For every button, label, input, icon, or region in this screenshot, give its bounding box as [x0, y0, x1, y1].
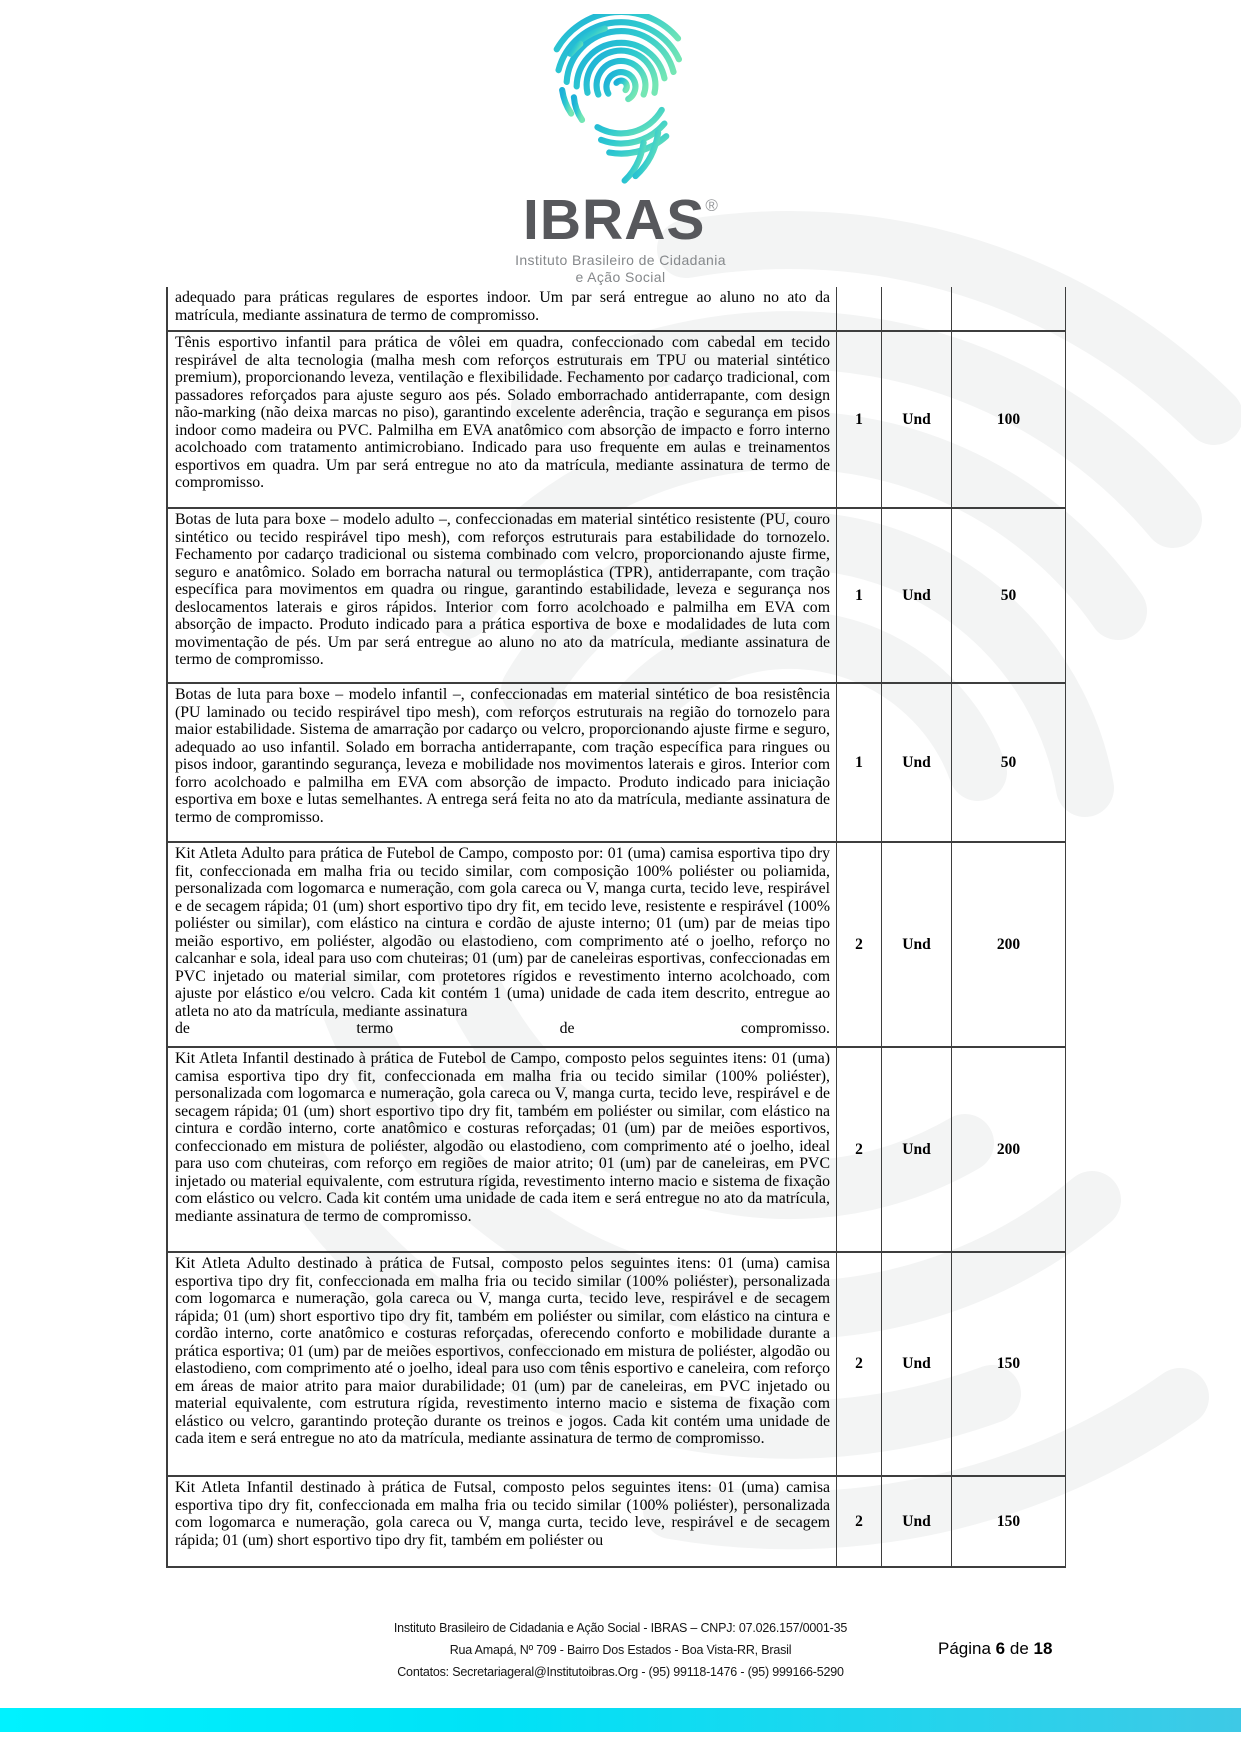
- table-row: [168, 287, 1065, 332]
- registered-mark-icon: ®: [705, 196, 718, 215]
- item-quantity: 2: [837, 1477, 882, 1566]
- item-unit: [882, 287, 952, 330]
- page-number-current: 6: [995, 1639, 1006, 1658]
- table-row: [168, 1477, 1065, 1568]
- item-quantity: 2: [837, 1253, 882, 1475]
- table-row: [168, 1048, 1065, 1253]
- item-description-text: Kit Atleta Adulto para prática de Futebol de Campo, composto por: 01 (uma) camisa esportiva tipo dry fit, confeccionada em malha fria ou tecido similar, com composição 100% poliéster ou poliamida, personalizada com logomarca e numeração, com gola careca ou V, manga curta, tecido leve, respirável e de secagem rápida; 01 (um) short esportivo tipo dry fit, em tecido leve, resistente e respirável (100% poliéster ou similar), com elástico na cintura e cordão de ajuste interno; 01 (um) par de meias tipo meião esportivo, em poliéster, algodão ou elastodieno, com comprimento até o joelho, reforço no calcanhar e sola, ideal para uso com chuteiras; 01 (um) par de caneleiras esportivas, confeccionadas em PVC injetado ou material similar, com protetores rígidos e revestimento interno acolchoado, com ajuste por elástico e/ou velcro. Cada kit contém 1 (uma) unidade de cada item descrito, entregue ao atleta no ato da matrícula, mediante assinatura: [175, 845, 830, 1020]
- item-unit: Und: [882, 843, 952, 1046]
- logo-subtitle-line2: e Ação Social: [575, 268, 666, 285]
- item-unit: Und: [882, 1477, 952, 1566]
- table-row: [168, 843, 1065, 1048]
- item-value: 100: [996, 410, 1021, 428]
- item-unit: Und: [882, 332, 952, 507]
- page-number-total: 18: [1033, 1639, 1053, 1658]
- table-row: [168, 1253, 1065, 1477]
- table-row: [168, 509, 1065, 684]
- logo-subtitle: [515, 252, 726, 285]
- item-description: Botas de luta para boxe – modelo adulto –, confeccionadas em material sintético resistente (PU, couro sintético ou tecido respirável tipo mesh), com reforços estruturais para estabilidade do tornozelo. Fechamento por cadarço tradicional ou sistema combinado com velcro, proporcionando ajuste firme, seguro e anatômico. Solado em borracha natural ou termoplástica (TPR), antiderrapante, com tração específica para movimentos em quadra ou ringue, garantindo estabilidade, leveza e segurança nos deslocamentos laterais e giros rápidos. Interior com forro acolchoado e palmilha em EVA com absorção de impacto. Produto indicado para a prática esportiva de boxe e modalidades de luta com movimentação de pés. Um par será entregue ao aluno no ato da matrícula, mediante assinatura de termo de compromisso.: [168, 509, 837, 682]
- table-row: [168, 332, 1065, 509]
- item-quantity: [837, 287, 882, 330]
- page-number-of: de: [1009, 1639, 1029, 1658]
- brand-wordmark: [523, 180, 718, 252]
- logo-subtitle-line1: Instituto Brasileiro de Cidadania: [515, 252, 726, 268]
- item-quantity: 2: [837, 1048, 882, 1251]
- item-value: 200: [996, 1140, 1021, 1158]
- footer: [0, 1617, 1241, 1683]
- item-unit: Und: [882, 1253, 952, 1475]
- item-description-last-line: de termo de compromisso.: [175, 1020, 830, 1038]
- brand-name: IBRAS: [523, 188, 706, 252]
- footer-address-line: Rua Amapá, Nº 709 - Bairro Dos Estados - Boa Vista-RR, Brasil: [449, 1643, 792, 1657]
- item-unit: Und: [882, 684, 952, 841]
- fingerprint-brazil-logo-icon: [535, 14, 707, 186]
- item-description: Kit Atleta Adulto destinado à prática de Futsal, composto pelos seguintes itens: 01 (uma) camisa esportiva tipo dry fit, confeccionada em malha fria ou tecido similar (100% poliéster), personalizada com logomarca e numeração, gola careca ou V, manga curta, tecido leve, respirável e de secagem rápida; 01 (um) short esportivo tipo dry fit, também em poliéster ou similar, com elástico na cintura e cordão interno, corte anatômico e costuras reforçadas, oferecendo conforto e mobilidade durante a prática esportiva; 01 (um) par de meiões esportivos, confeccionado em mistura de poliéster, algodão ou elastodieno, com comprimento até o joelho, ideal para uso com tênis esportivo e caneleira, com reforço em áreas de maior atrito para maior durabilidade; 01 (um) par de caneleiras, em PVC injetado ou material equivalente, com estrutura rígida, revestimento interno macio e sistema de fixação com elástico ou velcro, garantindo proteção durante os treinos e jogos. Cada kit contém uma unidade de cada item e será entregue no ato da matrícula, mediante assinatura de termo de compromisso.: [168, 1253, 837, 1475]
- bottom-accent-bar: [0, 1708, 1241, 1732]
- item-unit: Und: [882, 1048, 952, 1251]
- table-row: [168, 684, 1065, 843]
- item-quantity: 1: [837, 509, 882, 682]
- item-value: [952, 287, 1065, 330]
- item-quantity: 1: [837, 332, 882, 507]
- page-number-label: Página: [938, 1639, 991, 1658]
- item-value: 200: [996, 935, 1021, 953]
- item-value: 150: [996, 1355, 1021, 1372]
- item-unit: Und: [882, 509, 952, 682]
- item-quantity: 2: [837, 843, 882, 1046]
- item-description: Kit Atleta Infantil destinado à prática de Futebol de Campo, composto pelos seguintes itens: 01 (uma) camisa esportiva tipo dry fit, confeccionada em malha fria ou tecido similar (100% poliéster), personalizada com logomarca e numeração, gola careca ou V, manga curta, tecido leve, respirável e de secagem rápida; 01 (um) short esportivo tipo dry fit, também em poliéster ou similar, com elástico na cintura e cordão interno, corte anatômico e costuras reforçadas; 01 (um) par de meiões esportivos, confeccionado em mistura de poliéster, algodão ou elastodieno, com comprimento até o joelho, ideal para uso com chuteiras, com reforço em regiões de maior atrito; 01 (um) par de caneleiras, em PVC injetado ou material equivalente, com estrutura rígida, revestimento interno macio e sistema de fixação com elástico ou velcro. Cada kit contém uma unidade de cada item e será entregue no ato da matrícula, mediante assinatura de termo de compromisso.: [168, 1048, 837, 1251]
- page-number: [938, 1639, 1052, 1659]
- item-description: adequado para práticas regulares de esportes indoor. Um par será entregue ao aluno no ato da matrícula, mediante assinatura de termo de compromisso.: [168, 287, 837, 330]
- item-value: 50: [1000, 586, 1017, 604]
- item-description: Botas de luta para boxe – modelo infantil –, confeccionadas em material sintético de boa resistência (PU laminado ou tecido respirável tipo mesh), com reforços estruturais na região do tornozelo para maior estabilidade. Sistema de amarração por cadarço ou velcro, proporcionando ajuste firme e seguro, adequado ao uso infantil. Solado em borracha antiderrapante, com tração específica para ringues ou pisos indoor, garantindo segurança, leveza e mobilidade nos movimentos laterais e giros. Interior com forro acolchoado e palmilha em EVA com absorção de impacto. Produto indicado para iniciação esportiva em boxe e lutas semelhantes. A entrega será feita no ato da matrícula, mediante assinatura de termo de compromisso.: [168, 684, 837, 841]
- item-value: 50: [1000, 753, 1017, 771]
- footer-contact-line: Contatos: Secretariageral@Institutoibras.Org - (95) 99118-1476 - (95) 999166-5290: [397, 1665, 844, 1679]
- item-quantity: 1: [837, 684, 882, 841]
- item-value: 150: [996, 1512, 1021, 1530]
- item-description: [168, 843, 837, 1046]
- item-description: Tênis esportivo infantil para prática de vôlei em quadra, confeccionado com cabedal em tecido respirável de alta tecnologia (malha mesh com reforços estruturais em TPU ou material sintético premium), proporcionando leveza, ventilação e flexibilidade. Fechamento por cadarço tradicional, com passadores reforçados para ajuste seguro aos pés. Solado emborrachado antiderrapante, com design não-marking (não deixa marcas no piso), garantindo excelente aderência, tração e segurança em pisos indoor como madeira ou PVC. Palmilha em EVA anatômico com absorção de impacto e forro interno acolchoado com tratamento antimicrobiano. Indicado para uso frequente em aulas e treinamentos esportivos em quadra. Um par será entregue no ato da matrícula, mediante assinatura de termo de compromisso.: [168, 332, 837, 507]
- item-description: Kit Atleta Infantil destinado à prática de Futsal, composto pelos seguintes itens: 01 (uma) camisa esportiva tipo dry fit, confeccionada em malha fria ou tecido similar (100% poliéster), personalizada com logomarca e numeração, gola careca ou V, manga curta, tecido leve, respirável e de secagem rápida; 01 (um) short esportivo tipo dry fit, também em poliéster ou: [168, 1477, 837, 1566]
- items-table: [166, 287, 1066, 1568]
- logo-block: [0, 14, 1241, 285]
- footer-org-line: Instituto Brasileiro de Cidadania e Ação Social - IBRAS – CNPJ: 07.026.157/0001-35: [393, 1621, 848, 1635]
